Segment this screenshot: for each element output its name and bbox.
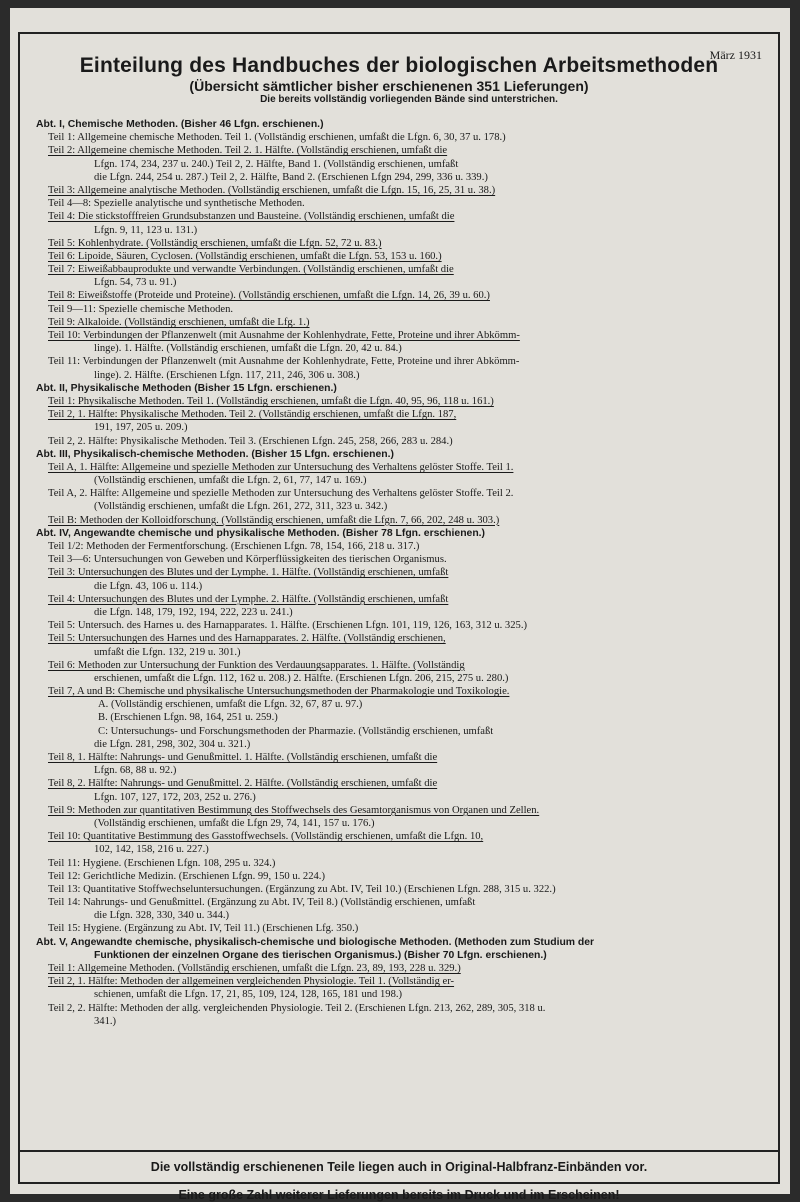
- list-item: Teil 8, 1. Hälfte: Nahrungs- und Genußmittel. 1. Hälfte. (Vollständig erschienen, umfaßt die: [48, 752, 438, 763]
- list-item: schienen, umfaßt die Lfgn. 17, 21, 85, 109, 124, 128, 165, 181 und 198.): [94, 989, 403, 1001]
- section-heading: Abt. III, Physikalisch-chemische Methoden. (Bisher 15 Lfgn. erschienen.): [36, 448, 394, 460]
- list-item: Teil 1/2: Methoden der Fermentforschung. (Erschienen Lfgn. 78, 154, 166, 218 u. 317.): [48, 541, 420, 552]
- list-item: Teil B: Methoden der Kolloidforschung. (Vollständig erschienen, umfaßt die Lfgn. 7, 66, 202, 248 u. 303.): [48, 514, 500, 526]
- list-item: Teil 3: Untersuchungen des Blutes und der Lymphe. 1. Hälfte. (Vollständig erschienen, umfaßt: [48, 567, 449, 579]
- list-item: Teil 5: Untersuchungen des Harnes und des Harnapparates. 2. Hälfte. (Vollständig erschienen,: [48, 633, 446, 645]
- list-item: Teil 9: Alkaloide. (Vollständig erschienen, umfaßt die Lfg. 1.): [48, 316, 310, 328]
- list-item: Teil 8, 2. Hälfte: Nahrungs- und Genußmittel. 2. Hälfte. (Vollständig erschienen, umfaßt die: [48, 778, 438, 790]
- list-item: C: Untersuchungs- und Forschungsmethoden der Pharmazie. (Vollständig erschienen, umfaßt: [98, 725, 494, 737]
- document-title: Einteilung des Handbuches der biologischen Arbeitsmethoden: [79, 54, 719, 77]
- footer-note-printing: Eine große Zahl weiterer Lieferungen bereits im Druck und im Erscheinen!: [178, 1188, 620, 1202]
- list-item: Teil 2: Allgemeine chemische Methoden. Teil 2. 1. Hälfte. (Vollständig erschienen, umfaßt die: [48, 145, 448, 157]
- list-item: 341.): [94, 1015, 117, 1027]
- section-heading: Abt. V, Angewandte chemische, physikalisch-chemische und biologische Methoden. (Methoden zum Studium der: [36, 936, 595, 948]
- list-item: Teil 11: Hygiene. (Erschienen Lfgn. 108, 295 u. 324.): [48, 857, 276, 869]
- list-item: Teil 1: Allgemeine Methoden. (Vollständig erschienen, umfaßt die Lfgn. 23, 89, 193, 228 u. 329.): [48, 963, 461, 974]
- list-item: umfaßt die Lfgn. 132, 219 u. 301.): [94, 646, 241, 658]
- list-item: B. (Erschienen Lfgn. 98, 164, 251 u. 259.): [98, 712, 278, 724]
- section-heading: Abt. II, Physikalische Methoden (Bisher 15 Lfgn. erschienen.): [36, 382, 337, 394]
- list-item: Teil 1: Physikalische Methoden. Teil 1. (Vollständig erschienen, umfaßt die Lfgn. 40, 95, 96, 118 u. 161.): [48, 395, 494, 407]
- list-item: Teil 3: Allgemeine analytische Methoden. (Vollständig erschienen, umfaßt die Lfgn. 15, 16, 25, 31 u. 38.): [48, 184, 496, 196]
- list-item: die Lfgn. 328, 330, 340 u. 344.): [94, 910, 230, 922]
- list-item: Teil 9: Methoden zur quantitativen Bestimmung des Stoffwechsels des Gesamtorganismus von Organen und Zellen.: [48, 804, 540, 816]
- list-item: Teil 2, 1. Hälfte: Methoden der allgemeinen vergleichenden Physiologie. Teil 1. (Vollständig er-: [48, 976, 455, 988]
- list-item: Teil 5: Kohlenhydrate. (Vollständig erschienen, umfaßt die Lfgn. 52, 72 u. 83.): [48, 237, 382, 249]
- list-item: Teil 4: Untersuchungen des Blutes und der Lymphe. 2. Hälfte. (Vollständig erschienen, umfaßt: [48, 593, 449, 605]
- document-subtitle: (Übersicht sämtlicher bisher erschienenen 351 Lieferungen): [189, 78, 589, 94]
- list-item: 191, 197, 205 u. 209.): [94, 422, 188, 434]
- list-item: Teil 3—6: Untersuchungen von Geweben und Körperflüssigkeiten des tierischen Organismus.: [48, 554, 447, 566]
- list-item: Teil 15: Hygiene. (Ergänzung zu Abt. IV, Teil 11.) (Erschienen Lfg. 350.): [48, 923, 359, 935]
- list-item: Teil 8: Eiweißstoffe (Proteide und Proteine). (Vollständig erschienen, umfaßt die Lfgn. 14, 26, 39 u. 60.): [48, 290, 490, 302]
- list-item: linge). 2. Hälfte. (Erschienen Lfgn. 117, 211, 246, 306 u. 308.): [94, 369, 360, 381]
- list-item: Teil A, 2. Hälfte: Allgemeine und spezielle Methoden zur Untersuchung des Verhaltens gelöster Stoffe. Teil 2.: [48, 488, 514, 500]
- document-page: [10, 8, 790, 1202]
- list-item: Lfgn. 9, 11, 123 u. 131.): [94, 224, 198, 236]
- list-item: (Vollständig erschienen, umfaßt die Lfgn 29, 74, 141, 157 u. 176.): [94, 817, 375, 829]
- list-item: Teil 2, 1. Hälfte: Physikalische Methoden. Teil 2. (Vollständig erschienen, umfaßt die Lfgn. 187,: [48, 409, 457, 421]
- section-heading: Abt. I, Chemische Methoden. (Bisher 46 Lfgn. erschienen.): [36, 119, 324, 130]
- document-header: [28, 50, 770, 106]
- list-item: Teil 13: Quantitative Stoffwechseluntersuchungen. (Ergänzung zu Abt. IV, Teil 10.) (Erschienen Lfgn. 288, 315 u. 322.): [48, 883, 556, 895]
- list-item: die Lfgn. 43, 106 u. 114.): [94, 580, 203, 592]
- list-item: Teil 14: Nahrungs- und Genußmittel. (Ergänzung zu Abt. IV, Teil 8.) (Vollständig erschienen, umfaßt: [48, 897, 476, 909]
- contents-list: [36, 118, 762, 1028]
- list-item: Teil 6: Methoden zur Untersuchung der Funktion des Verdauungsapparates. 1. Hälfte. (Vollständig: [48, 659, 465, 671]
- section-heading: Abt. IV, Angewandte chemische und physikalische Methoden. (Bisher 78 Lfgn. erschienen.): [36, 527, 486, 539]
- list-item: Lfgn. 107, 127, 172, 203, 252 u. 276.): [94, 791, 256, 803]
- footer-note-bindings: Die vollständig erschienenen Teile liegen auch in Original-Halbfranz-Einbänden vor.: [150, 1160, 648, 1174]
- date-label: März 1931: [709, 48, 762, 62]
- list-item: Teil 4—8: Spezielle analytische und synthetische Methoden.: [48, 198, 305, 210]
- underline-note: Die bereits vollständig vorliegenden Bände sind unterstrichen.: [260, 94, 558, 105]
- list-item: Lfgn. 174, 234, 237 u. 240.) Teil 2, 2. Hälfte, Band 1. (Vollständig erschienen, umfaßt: [94, 158, 459, 170]
- list-item: Teil 4: Die stickstofffreien Grundsubstanzen und Bausteine. (Vollständig erschienen, umfaßt die: [48, 211, 455, 223]
- list-item: (Vollständig erschienen, umfaßt die Lfgn. 261, 272, 311, 323 u. 342.): [94, 501, 388, 513]
- list-item: A. (Vollständig erschienen, umfaßt die Lfgn. 32, 67, 87 u. 97.): [98, 699, 363, 711]
- section-heading: Funktionen der einzelnen Organe des tierischen Organismus.) (Bisher 70 Lfgn. erschienen.): [94, 949, 547, 961]
- list-item: die Lfgn. 148, 179, 192, 194, 222, 223 u. 241.): [94, 606, 293, 618]
- list-item: Teil 7, A und B: Chemische und physikalische Untersuchungsmethoden der Pharmakologie und Toxikologie.: [48, 686, 510, 698]
- list-item: (Vollständig erschienen, umfaßt die Lfgn. 2, 61, 77, 147 u. 169.): [94, 475, 367, 487]
- list-item: Teil 6: Lipoide, Säuren, Cyclosen. (Vollständig erschienen, umfaßt die Lfgn. 53, 153 u. 160.): [48, 250, 442, 262]
- list-item: Teil 10: Quantitative Bestimmung des Gasstoffwechsels. (Vollständig erschienen, umfaßt die Lfgn. 10,: [48, 831, 484, 843]
- list-item: Teil 10: Verbindungen der Pflanzenwelt (mit Ausnahme der Kohlenhydrate, Fette, Proteine und ihrer Abkömm-: [48, 330, 520, 341]
- list-item: Teil 2, 2. Hälfte: Methoden der allg. vergleichenden Physiologie. Teil 2. (Erschienen Lfgn. 213, 262, 289, 305, 318 u.: [48, 1002, 546, 1014]
- list-item: Teil 11: Verbindungen der Pflanzenwelt (mit Ausnahme der Kohlenhydrate, Fette, Proteine und ihrer Abkömm-: [48, 356, 520, 368]
- list-item: Teil 5: Untersuch. des Harnes u. des Harnapparates. 1. Hälfte. (Erschienen Lfgn. 101, 119, 126, 163, 312 u. 325.): [48, 620, 527, 632]
- list-item: 102, 142, 158, 216 u. 227.): [94, 844, 209, 856]
- footer-divider: [18, 1150, 780, 1152]
- list-item: erschienen, umfaßt die Lfgn. 112, 162 u. 208.) 2. Hälfte. (Erschienen Lfgn. 206, 215, 275 u. 280.): [94, 672, 509, 684]
- list-item: Teil 7: Eiweißabbauprodukte und verwandte Verbindungen. (Vollständig erschienen, umfaßt die: [48, 264, 454, 276]
- list-item: die Lfgn. 281, 298, 302, 304 u. 321.): [94, 738, 251, 750]
- list-item: Lfgn. 68, 88 u. 92.): [94, 765, 177, 777]
- list-item: Teil 2, 2. Hälfte: Physikalische Methoden. Teil 3. (Erschienen Lfgn. 245, 258, 266, 283 u. 284.): [48, 435, 453, 447]
- list-item: die Lfgn. 244, 254 u. 287.) Teil 2, 2. Hälfte, Band 2. (Erschienen Lfgn 294, 299, 336 u. 339.): [94, 171, 488, 183]
- list-item: Lfgn. 54, 73 u. 91.): [94, 277, 177, 289]
- list-item: Teil 1: Allgemeine chemische Methoden. Teil 1. (Vollständig erschienen, umfaßt die Lfgn. 6, 30, 37 u. 178.): [48, 132, 506, 144]
- list-item: Teil A, 1. Hälfte: Allgemeine und spezielle Methoden zur Untersuchung des Verhaltens gelöster Stoffe. Teil 1.: [48, 461, 514, 473]
- list-item: Teil 12: Gerichtliche Medizin. (Erschienen Lfgn. 99, 150 u. 224.): [48, 870, 325, 882]
- list-item: linge). 1. Hälfte. (Vollständig erschienen, umfaßt die Lfgn. 20, 42 u. 84.): [94, 343, 402, 355]
- list-item: Teil 9—11: Spezielle chemische Methoden.: [48, 303, 234, 315]
